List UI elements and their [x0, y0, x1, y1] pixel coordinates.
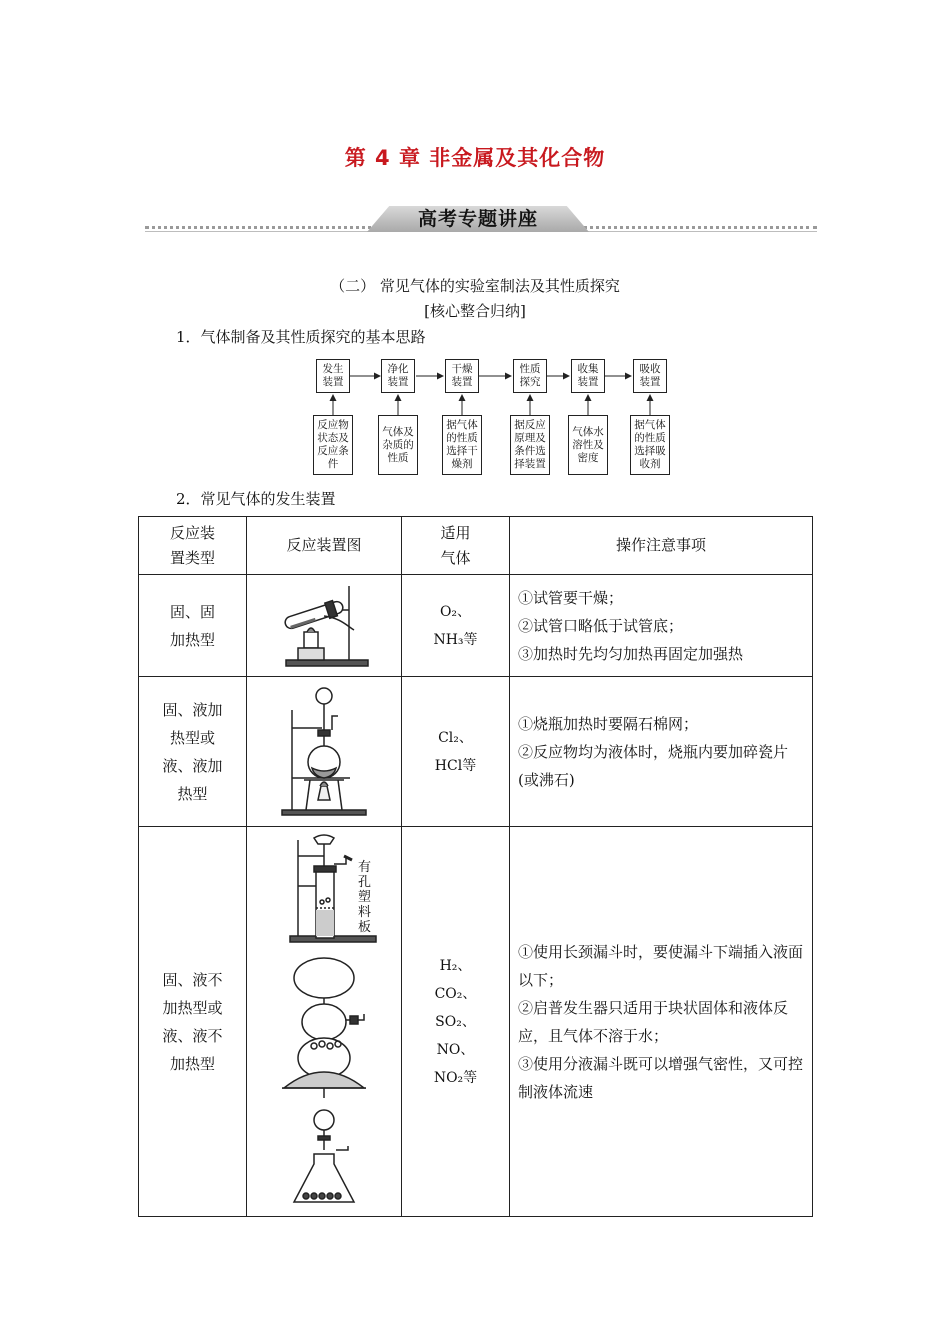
- flow-box-collection: 收集装置: [571, 359, 605, 393]
- chapter-title: 第 4 章 非金属及其化合物: [344, 146, 606, 170]
- flow-note-drying: 据气体的性质选择干燥剂: [442, 415, 482, 475]
- header-figure: 反应装置图: [247, 517, 402, 575]
- row3-figure: [247, 827, 402, 1217]
- core-title: [核心整合归纳]: [424, 302, 526, 320]
- flow-box-generation: 发生装置: [316, 359, 350, 393]
- flow-note-generation: 反应物状态及反应条件: [313, 415, 353, 475]
- flow-diagram: [310, 355, 680, 480]
- row2-type: 固、液加热型或液、液加热型: [162, 700, 223, 803]
- row2-note-2: ②反应物均为液体时，烧瓶内要加碎瓷片(或沸石): [518, 742, 789, 789]
- solid-heating-apparatus-icon: [274, 580, 374, 672]
- flow-box-property: 性质探究: [513, 359, 547, 393]
- gas-generator-table: [138, 516, 813, 1217]
- flow-note-absorption: 据气体的性质选择吸收剂: [630, 415, 670, 475]
- row1-note-3: ③加热时先均匀加热再固定加强热: [518, 644, 744, 663]
- flow-arrows: [310, 355, 680, 480]
- flow-box-absorption: 吸收装置: [633, 359, 667, 393]
- perforated-plate-label: 有孔塑料板: [358, 859, 372, 935]
- step2-title: 2．常见气体的发生装置: [176, 490, 336, 508]
- banner-text: 高考专题讲座: [417, 208, 538, 230]
- step1-title: 1．气体制备及其性质探究的基本思路: [176, 328, 426, 346]
- header-gas: 适用气体: [440, 523, 471, 567]
- flow-note-collection: 气体水溶性及密度: [568, 415, 608, 475]
- row2-gases: Cl₂、HCl等: [434, 729, 477, 774]
- row1-note-1: ①试管要干燥；: [518, 588, 624, 607]
- row1-note-2: ②试管口略低于试管底；: [518, 616, 684, 635]
- row1-figure: [247, 575, 402, 677]
- table-row: [139, 575, 813, 677]
- flow-note-property: 据反应原理及条件选择装置: [510, 415, 550, 475]
- flow-box-drying: 干燥装置: [445, 359, 479, 393]
- row3-note-2: ②启普发生器只适用于块状固体和液体反应，且气体不溶于水；: [518, 998, 789, 1045]
- row1-gases: O₂、NH₃等: [433, 603, 478, 648]
- row3-note-3: ③使用分液漏斗既可以增强气密性，又可控制液体流速: [518, 1054, 804, 1101]
- solid-liquid-heating-apparatus-icon: [274, 682, 374, 822]
- section-title: （二） 常见气体的实验室制法及其性质探究: [330, 277, 620, 295]
- row2-figure: [247, 677, 402, 827]
- flow-box-purification: 净化装置: [381, 359, 415, 393]
- table-row: [139, 677, 813, 827]
- table-header-row: [139, 517, 813, 575]
- row3-type: 固、液不加热型或液、液不加热型: [162, 970, 223, 1073]
- row2-note-1: ①烧瓶加热时要隔石棉网；: [518, 714, 699, 733]
- row3-gases: H₂、CO₂、SO₂、NO、NO₂等: [433, 957, 478, 1086]
- header-notes: 操作注意事项: [510, 517, 813, 575]
- table-row: [139, 827, 813, 1217]
- row1-type: 固、固加热型: [169, 602, 215, 649]
- section-banner: [145, 204, 817, 236]
- solid-liquid-no-heat-apparatus-icon: [254, 830, 394, 1214]
- header-type: 反应装置类型: [169, 523, 215, 567]
- row3-note-1: ①使用长颈漏斗时，要使漏斗下端插入液面以下；: [518, 942, 804, 989]
- flow-note-purification: 气体及杂质的性质: [378, 415, 418, 475]
